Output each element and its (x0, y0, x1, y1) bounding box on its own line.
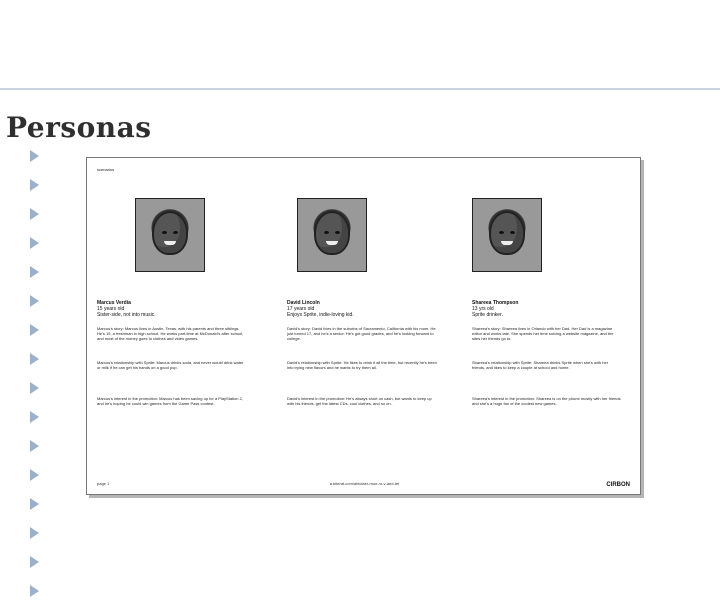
face-icon (154, 213, 186, 253)
persona-role: Enjoys Sprite, indie-loving kid. (287, 312, 354, 318)
persona-age: 15 years old (97, 306, 125, 312)
arrow-right-icon (30, 295, 39, 307)
persona-name: David Lincoln (287, 300, 320, 306)
persona-photo (297, 198, 367, 272)
persona-paragraph: David's interest in the promotion: He's always short on cash, but wants to keep up with his friends, get the latest CDs, cool clothes, and so on. (287, 396, 432, 406)
arrow-right-icon (30, 382, 39, 394)
persona-paragraph: Marcus's relationship with Sprite: Marcus drinks soda, and never would drink water or milk if he can get his hands on a good pop. (97, 360, 244, 370)
persona-paragraph: David's story: David lives in the suburbs of Sacramento, California with his mom. He just turned 17, and he's a senior. He's got good grades, and he's looking forward to college. (287, 326, 436, 341)
persona-name: Shareea Thompson (472, 300, 519, 306)
sheet-header: scenarios (97, 167, 115, 172)
persona-age: 17 years old (287, 306, 315, 312)
persona-photo (135, 198, 205, 272)
persona-meta (287, 300, 437, 318)
arrow-right-icon (30, 237, 39, 249)
persona-paragraph: Shareea's story: Shareea lives in Orlando with her Dad. Her Dad is a magazine editor and works late. She spends her time solving a website magazine, and the sites her friends go to. (472, 326, 614, 341)
arrow-right-icon (30, 208, 39, 220)
persona-paragraph: Shareea's relationship with Sprite: Shareea drinks Sprite when she's with her friends, and likes to keep a couple at school and home. (472, 360, 609, 370)
persona-age: 13 yrs old (472, 306, 494, 312)
arrow-right-icon (30, 527, 39, 539)
page-number: page 1 (97, 481, 110, 486)
persona-paragraph: Marcus's interest in the promotion: Marcus has been saving up for a PlayStation 2, and he's hoping he could win games from the Game Pass contest. (97, 396, 243, 406)
persona-meta (472, 300, 622, 318)
arrow-right-icon (30, 353, 39, 365)
persona-meta (97, 300, 247, 318)
persona-name: Marcus Verdia (97, 300, 131, 306)
persona-role: Sprite drinker. (472, 312, 503, 318)
arrow-right-icon (30, 324, 39, 336)
arrow-right-icon (30, 150, 39, 162)
face-icon (491, 213, 523, 253)
persona-role: Sister-side, not into music. (97, 312, 156, 318)
persona-photo (472, 198, 542, 272)
title-divider (0, 88, 720, 90)
persona-paragraph: David's relationship with Sprite: He likes to drink it all the time, but recently he's been into trying new flavors and he wants to try them all. (287, 360, 437, 370)
slide-title: Personas (6, 111, 152, 144)
arrow-right-icon (30, 556, 39, 568)
arrow-right-icon (30, 440, 39, 452)
persona-paragraph: Marcus's story: Marcus lives in Austin, Texas, with his parents and three siblings. He's 15, a freshman in high school. He works part-time at McDonald's after school, and most of the money goes to clothes and video games. (97, 326, 244, 341)
arrow-right-icon (30, 469, 39, 481)
arrow-right-icon (30, 585, 39, 597)
arrow-right-icon (30, 179, 39, 191)
persona-sheet (86, 157, 641, 495)
brand-logo: CIRBON (606, 482, 630, 488)
slide-outline-arrows (30, 150, 42, 614)
arrow-right-icon (30, 498, 39, 510)
face-icon (316, 213, 348, 253)
arrow-right-icon (30, 411, 39, 423)
arrow-right-icon (30, 266, 39, 278)
persona-paragraph: Shareea's interest in the promotion: Shareea is on the phone mostly with her friends and she's a huge fan of the coolest new games. (472, 396, 621, 406)
footer-url: a.biterat.com/ahtclaer-muo-nr-v-and-tet (329, 481, 400, 486)
